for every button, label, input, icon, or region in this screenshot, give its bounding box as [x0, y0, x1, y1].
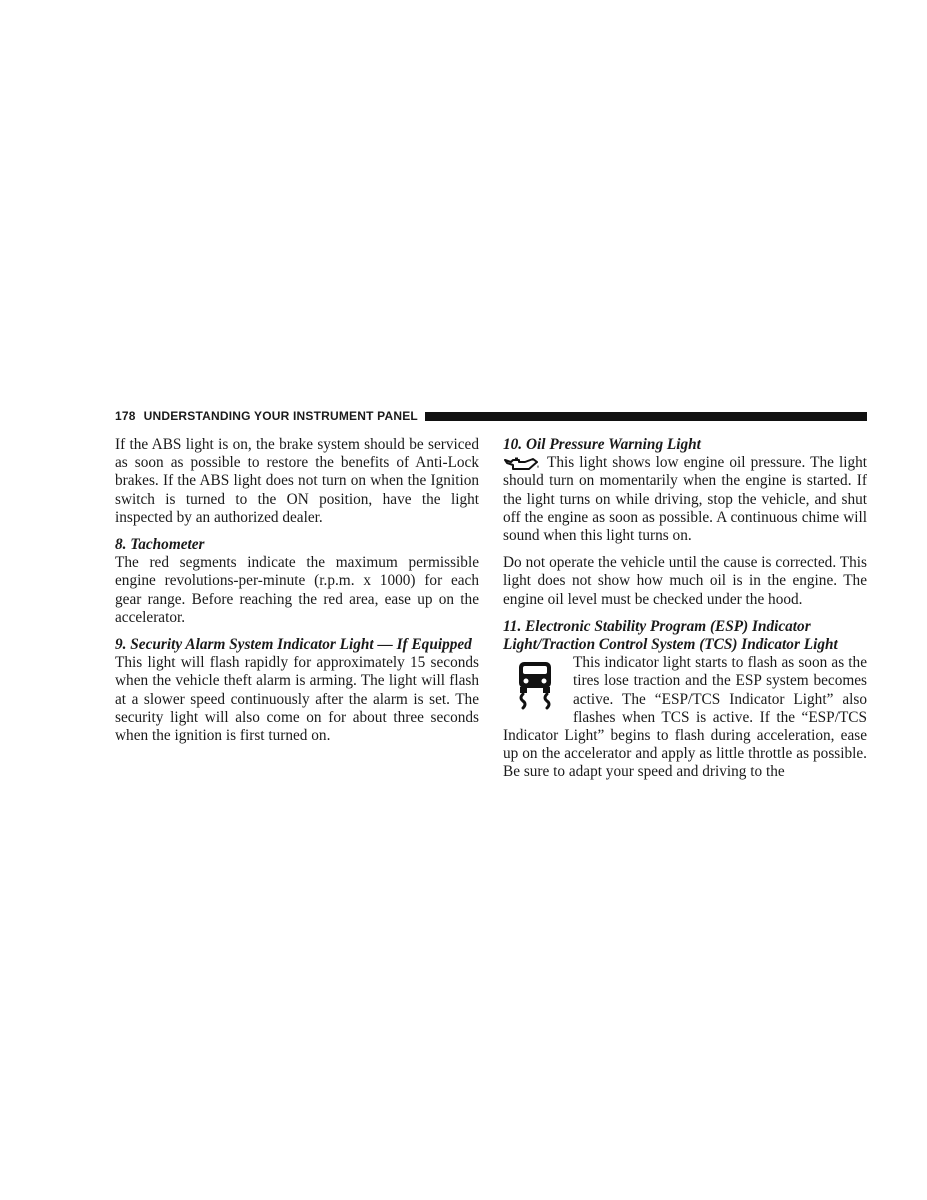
security-alarm-section: [115, 636, 479, 745]
oil-can-icon: [503, 456, 541, 472]
oil-pressure-section: [503, 436, 867, 609]
oil-pressure-body-2: Do not operate the vehicle until the cause is corrected. This light does not show how much oil is in the engine. The engine oil level must be checked under the hood.: [503, 554, 867, 608]
oil-pressure-paragraph: [503, 454, 867, 545]
left-column: [115, 436, 479, 754]
skidding-car-icon: [509, 658, 561, 710]
tachometer-section: [115, 536, 479, 627]
header-rule: [425, 412, 867, 421]
abs-paragraph: If the ABS light is on, the brake system should be serviced as soon as possible to restore the benefits of Anti-Lock brakes. If the ABS light does not turn on when the Ignition switch is turned to the ON position, have the light inspected by an authorized dealer.: [115, 436, 479, 526]
section-title: UNDERSTANDING YOUR INSTRUMENT PANEL: [143, 409, 418, 423]
right-column: [503, 436, 867, 791]
oil-pressure-body: This light shows low engine oil pressure. The light should turn on momentarily when the engine is started. If the light turns on while driving, stop the vehicle, and shut off the engine as soon as possible. A continuous chime will sound when this light turns on.: [503, 454, 867, 545]
oil-pressure-heading: 10. Oil Pressure Warning Light: [503, 436, 701, 453]
page-header: [115, 408, 867, 424]
security-alarm-body: This light will flash rapidly for approximately 15 seconds when the vehicle theft alarm is arming. The light will flash at a slower speed continuously after the alarm is set. The security light will also come on for about three seconds when the ignition is first turned on.: [115, 654, 479, 745]
tachometer-heading: 8. Tachometer: [115, 536, 205, 554]
tachometer-body: The red segments indicate the maximum permissible engine revolutions-per-minute (r.p.m. x 1000) for each gear range. Before reaching the red area, ease up on the accelerator.: [115, 554, 479, 626]
esp-tcs-section: [503, 618, 867, 782]
security-alarm-heading: 9. Security Alarm System Indicator Light — If Equipped: [115, 636, 472, 654]
esp-tcs-heading: 11. Electronic Stability Program (ESP) Indicator Light/Traction Control System (TCS) Indicator Light: [503, 617, 838, 654]
esp-tcs-paragraph: [503, 654, 867, 781]
page-number: 178: [115, 409, 136, 423]
esp-tcs-body: This indicator light starts to flash as soon as the tires lose traction and the ESP system becomes active. The “ESP/TCS Indicator Light” also flashes when TCS is active. If the “ESP/TCS Indicator Light” begins to flash during acceleration, ease up on the accelerator and apply as little throttle as possible. Be sure to adapt your speed and driving to the: [503, 654, 867, 781]
